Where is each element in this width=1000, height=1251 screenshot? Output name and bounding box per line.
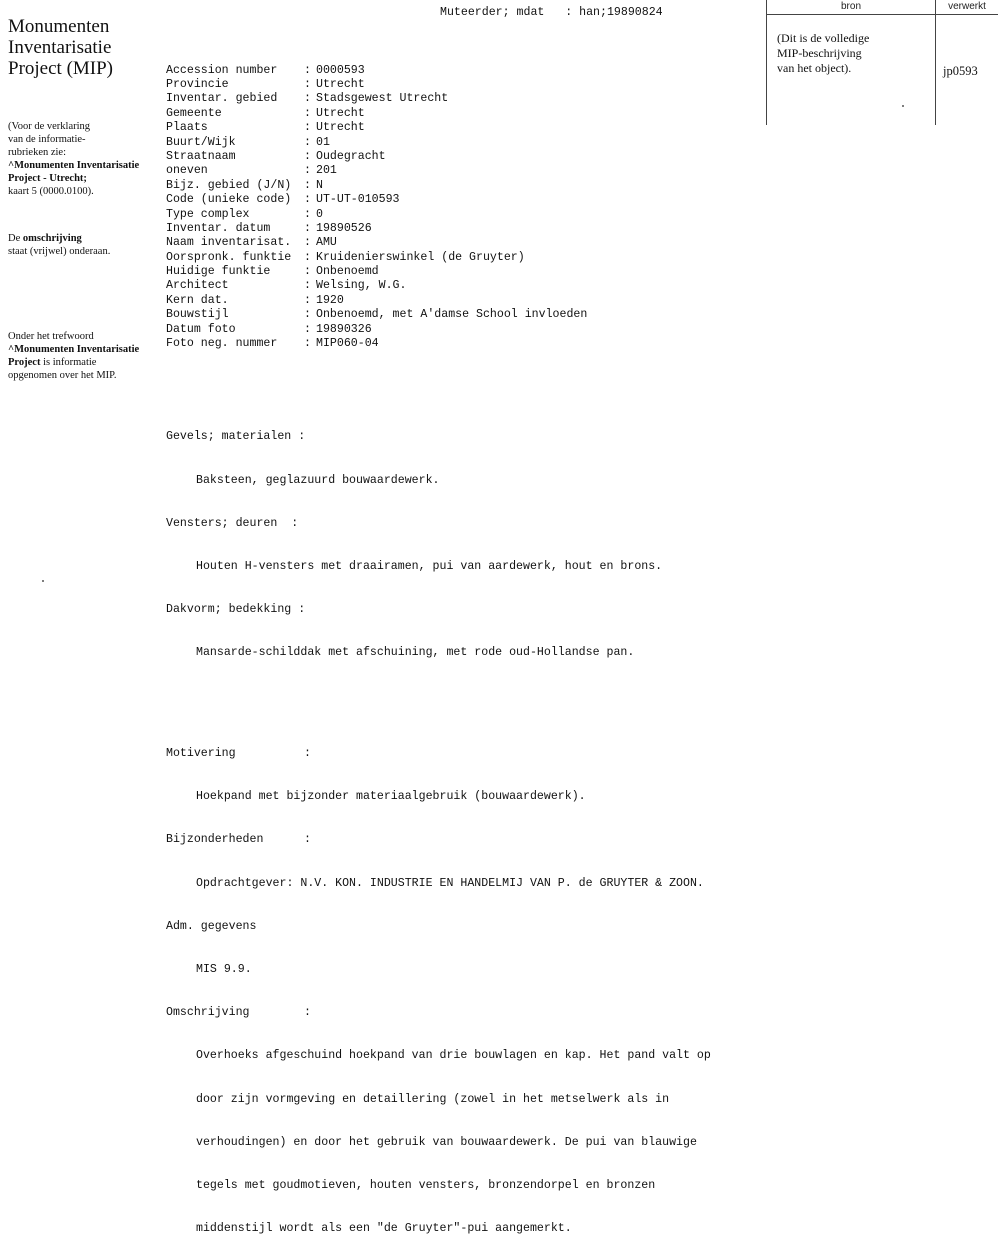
field-value: Utrecht (316, 106, 365, 120)
field-row: Kern dat. : 1920 (166, 293, 344, 307)
field-row: Inventar. datum : 19890526 (166, 221, 372, 235)
trefwoord-note (8, 330, 168, 382)
field-row: Gemeente : Utrecht (166, 106, 365, 120)
field-row: Accession number : 0000593 (166, 63, 365, 77)
field-row: Buurt/Wijk : 01 (166, 135, 330, 149)
omschrijving-line: tegels met goudmotieven, houten vensters, bronzendorpel en bronzen (196, 1178, 656, 1192)
field-value: Utrecht (316, 121, 365, 135)
note-bold: omschrijving (22, 233, 82, 244)
field-row: Oorspronk. funktie : Kruidenierswinkel (de Gruyter) (166, 250, 525, 264)
desc-line: (Dit is de volledige (777, 31, 870, 45)
field-label: Type complex (166, 207, 250, 221)
adm-value: MIS 9.9. (196, 962, 252, 976)
omschrijving-line: verhoudingen) en door het gebruik van bouwaardewerk. De pui van blauwige (196, 1135, 697, 1149)
field-value: Onbenoemd (316, 265, 379, 279)
vensters-value: Houten H-vensters met draairamen, pui van aardewerk, hout en brons. (196, 560, 663, 574)
field-label: Buurt/Wijk (166, 135, 236, 149)
field-value: 01 (316, 135, 330, 149)
field-label: Architect (166, 279, 229, 293)
field-label: Provincie (166, 78, 229, 92)
field-value: 0 (316, 207, 323, 221)
field-row: Straatnaam : Oudegracht (166, 149, 386, 163)
note-bold: Project (8, 357, 41, 368)
field-label: Inventar. datum (166, 221, 271, 235)
source-description (777, 31, 927, 76)
field-value: N (316, 178, 323, 192)
field-value: Welsing, W.G. (316, 279, 407, 293)
column-divider (935, 14, 936, 125)
note-line: kaart 5 (0000.0100). (8, 186, 94, 197)
omschrijving-line: middenstijl wordt als een "de Gruyter"-pui aangemerkt. (196, 1222, 572, 1236)
bijzonderheden-label: Bijzonderheden (166, 833, 264, 847)
field-label: Bouwstijl (166, 308, 229, 322)
field-label: Foto neg. nummer (166, 337, 278, 351)
omschrijving-label: Omschrijving (166, 1006, 250, 1020)
scan-speck (902, 105, 904, 107)
field-label: Datum foto (166, 322, 236, 336)
legend-note (8, 120, 168, 198)
note-bold: ^Monumenten Inventarisatie (8, 160, 140, 171)
field-value: Onbenoemd, met A'damse School invloeden (316, 308, 588, 322)
omschrijving-note (8, 232, 168, 258)
field-label: Gemeente (166, 106, 222, 120)
note-line: staat (vrijwel) onderaan. (8, 246, 111, 257)
title-line: Inventarisatie (8, 37, 112, 58)
scan-speck (42, 580, 44, 582)
note-text: De (8, 233, 23, 244)
note-line: van de informatie- (8, 134, 86, 145)
field-value: UT-UT-010593 (316, 193, 400, 207)
field-label: Plaats (166, 121, 208, 135)
field-row: Datum foto : 19890326 (166, 322, 372, 336)
record-fields (166, 64, 711, 352)
field-label: oneven (166, 164, 208, 178)
field-value: 201 (316, 164, 337, 178)
gevels-value: Baksteen, geglazuurd bouwaardewerk. (196, 473, 440, 487)
field-row: Foto neg. nummer : MIP060-04 (166, 337, 379, 351)
field-row: Code (unieke code) : UT-UT-010593 (166, 193, 400, 207)
field-value: AMU (316, 236, 337, 250)
field-label: Oorspronk. funktie (166, 250, 292, 264)
mip-title (8, 16, 160, 79)
field-label: Kern dat. (166, 293, 229, 307)
field-label: Accession number (166, 63, 278, 77)
motivering-value: Hoekpand met bijzonder materiaalgebruik (bouwaardewerk). (196, 790, 586, 804)
record: Muteerder; mdat : han;19890824 Accession number : 0000593 Provincie : Utrecht Inventar. gebied : Stadsgewest Utrecht Gemeente : Utrecht Plaats : Utrecht Buurt/Wijk : 01 Straatnaam : Oudegracht oneven : 201 Bijz. gebied (J/N) : N Code (unieke code) : UT-UT-010593 Type complex : 0 Inventar. datum : 19890526 Naam inventarisat. : AMU Oorspronk. funktie : Kruidenierswinkel (de Gruyter) Huidige funktie : Onbenoemd Architect : Welsing, W.G. Kern dat. : 1920 Bouwstijl : Onbenoemd, met A'damse School invloeden Datum foto : 19890326 Foto neg. nummer : MIP060-04 Gevels; materialen : Baksteen, geglazuurd bouwaardewerk. Vensters; deuren : Houten H-vensters met draairamen, pui van aardewerk, hout en brons. Dakvorm; bedekking : Mansarde-schilddak met afschuining, met rode oud-Hollandse pan. Motivering : Hoekpand met bijzonder materiaalgebruik (bouwaardewerk). Bijzonderheden : Opdrachtgever: N.V. KON. INDUSTRIE EN HANDELMIJ VAN P. de GRUYTER & ZOON. Adm. gegevens MIS 9.9. Omschrijving : Overhoeks afgeschuind hoekpand van drie bouwlagen en kap. Het pand valt op door zijn vormgeving en detaillering (zowel in het metselwerk als in verhoudingen) en door het gebruik van bouwaardewerk. De pui van blauwige tegels met goudmotieven, houten vensters, bronzendorpel en bronzen middenstijl wordt als een "de Gruyter"-pui aangemerkt. (166, 6, 711, 1236)
note-line: Onder het trefwoord (8, 331, 94, 342)
field-row: Huidige funktie : Onbenoemd (166, 265, 379, 279)
field-label: Naam inventarisat. (166, 236, 292, 250)
dakvorm-value: Mansarde-schilddak met afschuining, met rode oud-Hollandse pan. (196, 646, 635, 660)
field-value: Kruidenierswinkel (de Gruyter) (316, 250, 525, 264)
note-bold: ^Monumenten Inventarisatie (8, 344, 140, 355)
omschrijving-line: door zijn vormgeving en detaillering (zowel in het metselwerk als in (196, 1092, 670, 1106)
note-text: is informatie (40, 357, 97, 368)
field-row: Inventar. gebied : Stadsgewest Utrecht (166, 92, 449, 106)
dakvorm-label: Dakvorm; bedekking : (166, 603, 306, 617)
source-box (766, 0, 1000, 125)
muteerder-field: Muteerder; mdat : han;19890824 (440, 6, 663, 19)
field-row: oneven : 201 (166, 164, 337, 178)
note-line: opgenomen over het MIP. (8, 370, 117, 381)
field-label: Bijz. gebied (J/N) (166, 178, 292, 192)
verwerkt-header: verwerkt (936, 0, 998, 15)
field-value: Oudegracht (316, 149, 386, 163)
omschrijving-line: Overhoeks afgeschuind hoekpand van drie bouwlagen en kap. Het pand valt op (196, 1049, 711, 1063)
field-row: Architect : Welsing, W.G. (166, 279, 407, 293)
bijzonderheden-value: Opdrachtgever: N.V. KON. INDUSTRIE EN HANDELMIJ VAN P. de GRUYTER & ZOON. (196, 876, 704, 890)
field-label: Straatnaam (166, 149, 236, 163)
field-value: MIP060-04 (316, 337, 379, 351)
field-label: Code (unieke code) (166, 193, 292, 207)
field-row: Bouwstijl : Onbenoemd, met A'damse School invloeden (166, 308, 588, 322)
verwerkt-code: jp0593 (943, 64, 978, 78)
field-label: Huidige funktie (166, 265, 271, 279)
field-value: Stadsgewest Utrecht (316, 92, 449, 106)
field-row: Provincie : Utrecht (166, 78, 365, 92)
field-row: Type complex : 0 (166, 207, 323, 221)
title-line: Monumenten (8, 16, 110, 37)
note-line: rubrieken zie: (8, 147, 67, 158)
motivering-label: Motivering (166, 746, 236, 760)
desc-line: MIP-beschrijving (777, 46, 862, 60)
field-row: Bijz. gebied (J/N) : N (166, 178, 323, 192)
title-line: Project (MIP) (8, 58, 114, 79)
field-value: 19890326 (316, 322, 372, 336)
desc-line: van het object). (777, 61, 852, 75)
note-line: (Voor de verklaring (8, 121, 91, 132)
field-label: Inventar. gebied (166, 92, 278, 106)
field-value: 19890526 (316, 221, 372, 235)
note-bold: Project - Utrecht; (8, 173, 87, 184)
gevels-label: Gevels; materialen : (166, 430, 306, 444)
field-value: 1920 (316, 293, 344, 307)
field-value: Utrecht (316, 78, 365, 92)
field-row: Plaats : Utrecht (166, 121, 365, 135)
vensters-label: Vensters; deuren : (166, 516, 299, 530)
field-value: 0000593 (316, 63, 365, 77)
adm-label: Adm. gegevens (166, 919, 257, 933)
bron-header: bron (767, 0, 936, 15)
field-row: Naam inventarisat. : AMU (166, 236, 337, 250)
